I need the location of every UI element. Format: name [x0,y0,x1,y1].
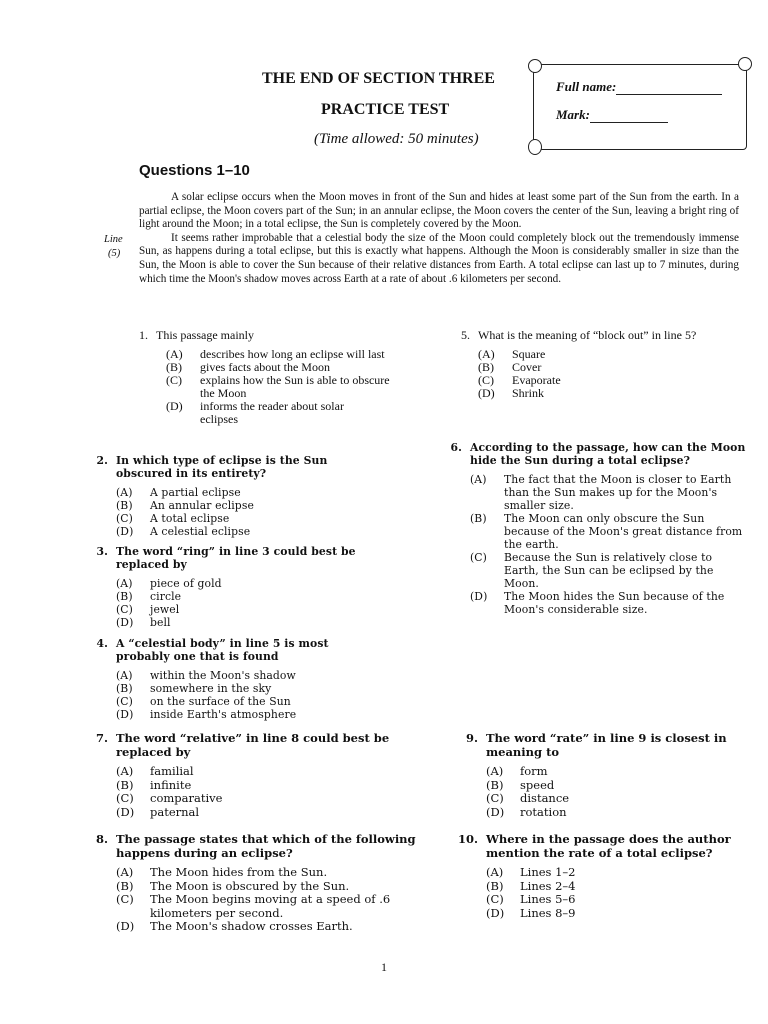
question-number: 2. [96,454,108,467]
answer-option[interactable]: (D) The Moon's shadow crosses Earth. [116,919,353,933]
question-stem: The word “rate” in line 9 is closest in meaning to [486,731,727,759]
answer-option[interactable]: (C) jewel [116,603,180,616]
passage-paragraph: A solar eclipse occurs when the Moon moves in front of the Sun and hides at least some part of the Sun from the earth. In a partial eclipse, the Moon covers part of the Sun; in an annular eclipse, the Moon covers the center of the Sun, leaving a bright ring of light around the Moon; in a total eclipse, the Sun is completely covered by the Moon. [139,191,739,231]
answer-option[interactable]: (A) The fact that the Moon is closer to Earth than the Sun makes up for the Moon's smaller size. [470,473,732,512]
mark-field[interactable] [556,107,668,123]
reading-passage [139,191,739,286]
questions-heading: Questions 1–10 [139,162,250,179]
answer-option[interactable]: (D) rotation [486,804,567,819]
question-4 [86,637,386,721]
question-number: 10. [457,832,478,846]
answer-option[interactable]: (C) Lines 5–6 [486,892,576,906]
question-stem: What is the meaning of “block out” in line 5? [478,328,697,342]
answer-option[interactable]: (A) A partial eclipse [116,486,241,499]
answer-option[interactable]: (A) within the Moon's shadow [116,669,296,682]
answer-option[interactable]: (D) bell [116,616,171,629]
answer-option[interactable]: (D) paternal [116,804,200,819]
answer-option[interactable]: (B) gives facts about the Moon [166,360,330,374]
answer-option[interactable]: (A) describes how long an eclipse will last [166,347,385,361]
question-3 [86,545,386,629]
scroll-curl-icon [528,139,542,155]
answer-option[interactable]: (A) Lines 1–2 [486,865,576,879]
answer-option[interactable]: (A) piece of gold [116,577,222,590]
answer-option[interactable]: (B) The Moon can only obscure the Sun because of the Moon's great distance from the earth. [470,512,743,551]
question-stem: A “celestial body” in line 5 is most probably one that is found [116,637,329,663]
answer-option[interactable]: (A) familial [116,764,194,778]
answer-option[interactable]: (B) The Moon is obscured by the Sun. [116,878,350,893]
answer-option[interactable]: (D) Shrink [478,386,545,400]
answer-option[interactable]: (C) Evaporate [478,373,561,387]
answer-option[interactable]: (D) inside Earth's atmosphere [116,708,297,721]
question-stem: The word “ring” in line 3 could best be replaced by [116,545,356,571]
mark-label: Mark: [556,107,590,122]
scroll-curl-icon [528,59,542,73]
question-number: 1. [139,328,148,342]
question-stem: In which type of eclipse is the Sun obscured in its entirety? [116,454,328,480]
answer-option[interactable]: (A) Square [478,347,546,361]
answer-option[interactable]: (B) Cover [478,360,542,374]
question-number: 7. [95,731,108,745]
question-10 [448,833,748,920]
answer-option[interactable]: (B) speed [486,777,555,792]
answer-option[interactable]: (B) infinite [116,777,192,792]
page-number: 1 [381,960,387,974]
question-stem: The passage states that which of the following happens during an eclipse? [116,832,416,860]
question-number: 5. [461,328,470,342]
answer-option[interactable]: (C) The Moon begins moving at a speed of .6 kilometers per second. [116,892,391,920]
answer-option[interactable]: (C) Because the Sun is relatively close to Earth, the Sun can be eclipsed by the Moon. [470,551,714,590]
line-label: Line [104,234,123,245]
answer-option[interactable]: (A) form [486,764,548,778]
line-number: (5) [108,248,121,259]
answer-option[interactable]: (C) A total eclipse [116,512,230,525]
question-number: 4. [96,637,108,650]
full-name-field[interactable] [556,79,722,95]
answer-option[interactable]: (C) comparative [116,791,223,805]
answer-option[interactable]: (B) circle [116,590,182,603]
question-stem: The word “relative” in line 8 could best be replaced by [116,731,390,759]
answer-option[interactable]: (D) informs the reader about solar eclipses [166,399,344,426]
question-number: 9. [465,731,478,745]
time-allowed: (Time allowed: 50 minutes) [314,131,479,147]
full-name-label: Full name: [556,79,617,94]
question-8 [86,833,416,934]
scroll-curl-icon [738,57,752,71]
answer-option[interactable]: (C) explains how the Sun is able to obscure the Moon [166,373,390,400]
question-5 [448,329,718,400]
question-1 [126,329,436,426]
answer-option[interactable]: (D) The Moon hides the Sun because of the Moon's considerable size. [470,590,725,616]
answer-option[interactable]: (B) somewhere in the sky [116,682,272,695]
question-stem: Where in the passage does the author mention the rate of a total eclipse? [486,832,731,860]
passage-paragraph: It seems rather improbable that a celestial body the size of the Moon could completely block out the tremendously immense Sun, as happens during a total eclipse, but this is exactly what happens. Although the Moon is considerably smaller in size than the Sun, the Moon is able to cover the Sun because of their relative distances from Earth. A total eclipse can last up to 7 minutes, during which time the Moon's shadow moves across Earth at a rate of about .6 kilometers per second. [139,231,739,285]
question-number: 3. [96,545,108,558]
section-title: THE END OF SECTION THREE [262,70,495,87]
answer-option[interactable]: (C) distance [486,791,570,805]
question-stem: According to the passage, how can the Moon hide the Sun during a total eclipse? [470,441,746,467]
question-6 [440,441,750,616]
answer-option[interactable]: (D) A celestial eclipse [116,525,251,538]
answer-option[interactable]: (B) An annular eclipse [116,499,254,512]
answer-option[interactable]: (D) Lines 8–9 [486,905,576,920]
score-box [533,64,747,150]
answer-option[interactable]: (C) on the surface of the Sun [116,695,291,708]
question-number: 8. [95,832,108,846]
question-stem: This passage mainly [156,328,254,342]
question-2 [86,454,386,538]
question-number: 6. [450,441,462,454]
question-9 [456,732,746,819]
answer-option[interactable]: (B) Lines 2–4 [486,878,576,893]
question-7 [86,732,416,819]
test-title: PRACTICE TEST [321,101,450,118]
answer-option[interactable]: (A) The Moon hides from the Sun. [116,865,328,879]
